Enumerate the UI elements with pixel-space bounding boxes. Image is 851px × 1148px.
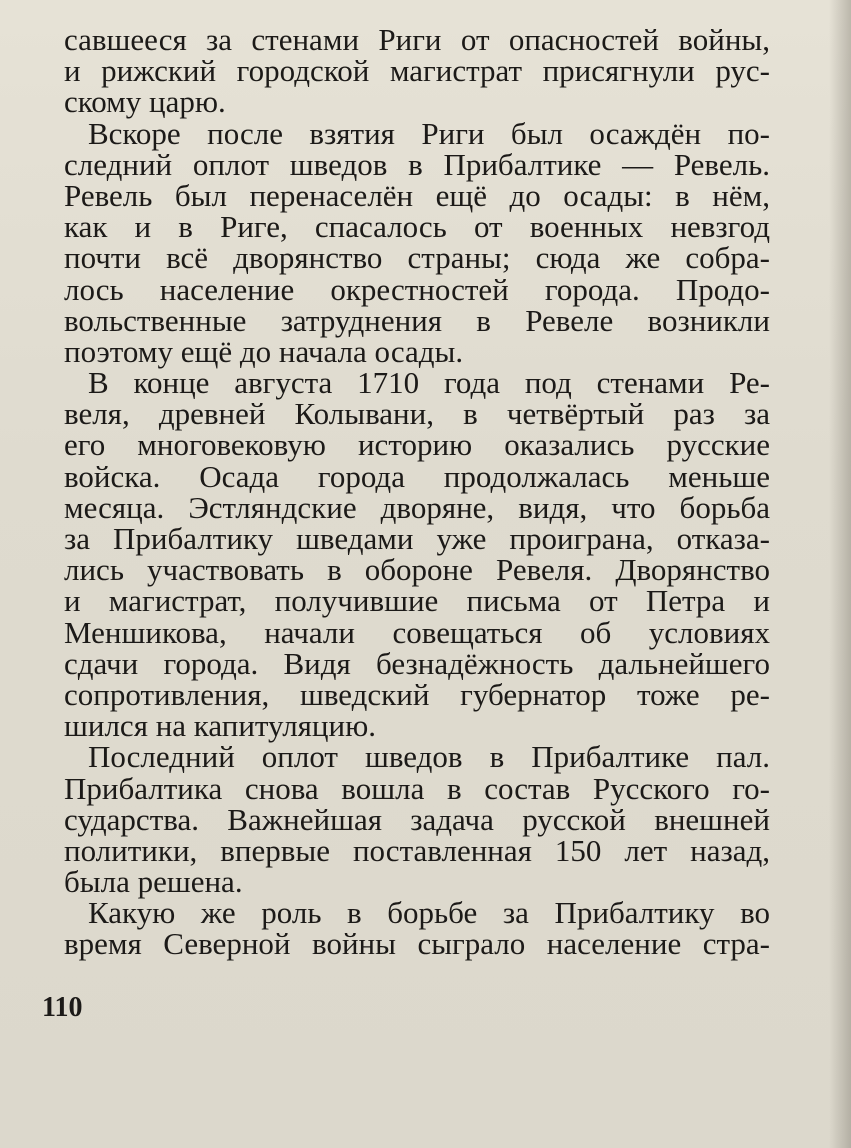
body-text xyxy=(64,24,770,960)
text-line: поэтому ещё до начала осады. xyxy=(64,333,464,369)
page-number: 110 xyxy=(42,992,83,1023)
text-line: скому царю. xyxy=(64,84,226,120)
text-line: и магистрат, получившие письма от Петра и xyxy=(64,583,770,619)
text-line: вольственные затруднения в Ревеле возникли xyxy=(64,302,770,338)
text-line: Последний оплот шведов в Прибалтике пал. xyxy=(88,739,770,775)
text-line: Ревель был перенаселён ещё до осады: в нём, xyxy=(64,177,770,213)
text-line: сударства. Важнейшая задача русской внешней xyxy=(64,801,770,837)
text-line: Вскоре после взятия Риги был осаждён по- xyxy=(88,115,770,151)
text-line: Прибалтика снова вошла в состав Русского го- xyxy=(64,770,770,806)
text-line: савшееся за стенами Риги от опасностей войны, xyxy=(64,22,770,57)
text-line: В конце августа 1710 года под стенами Ре- xyxy=(88,365,770,401)
text-line: войска. Осада города продолжалась меньше xyxy=(64,458,770,494)
text-line: его многовековую историю оказались русские xyxy=(64,427,770,463)
text-line: шился на капитуляцию. xyxy=(64,708,377,744)
text-line: за Прибалтику шведами уже проиграна, отказа- xyxy=(64,521,770,556)
text-line: сдачи города. Видя безнадёжность дальнейшего xyxy=(64,645,770,681)
text-line: сопротивления, шведский губернатор тоже ре- xyxy=(64,676,770,712)
text-line: следний оплот шведов в Прибалтике — Ревель. xyxy=(64,146,770,182)
page-edge-shadow xyxy=(829,0,851,1148)
text-line: лись участвовать в обороне Ревеля. Дворянство xyxy=(64,552,770,588)
text-line: месяца. Эстляндские дворяне, видя, что борьба xyxy=(64,489,770,525)
text-line: время Северной войны сыграло население стра- xyxy=(64,926,770,962)
text-line: Меншикова, начали совещаться об условиях xyxy=(64,614,770,650)
text-line: лось население окрестностей города. Продо- xyxy=(64,271,770,307)
text-line: политики, впервые поставленная 150 лет назад, xyxy=(64,832,770,868)
text-line: и рижский городской магистрат присягнули рус- xyxy=(64,53,770,89)
text-line: как и в Риге, спасалось от военных невзгод xyxy=(64,209,770,245)
text-line: Какую же роль в борьбе за Прибалтику во xyxy=(88,895,770,931)
text-line: веля, древней Колывани, в четвёртый раз за xyxy=(64,396,770,432)
text-line: была решена. xyxy=(64,864,243,900)
text-line: почти всё дворянство страны; сюда же собра- xyxy=(64,240,770,276)
